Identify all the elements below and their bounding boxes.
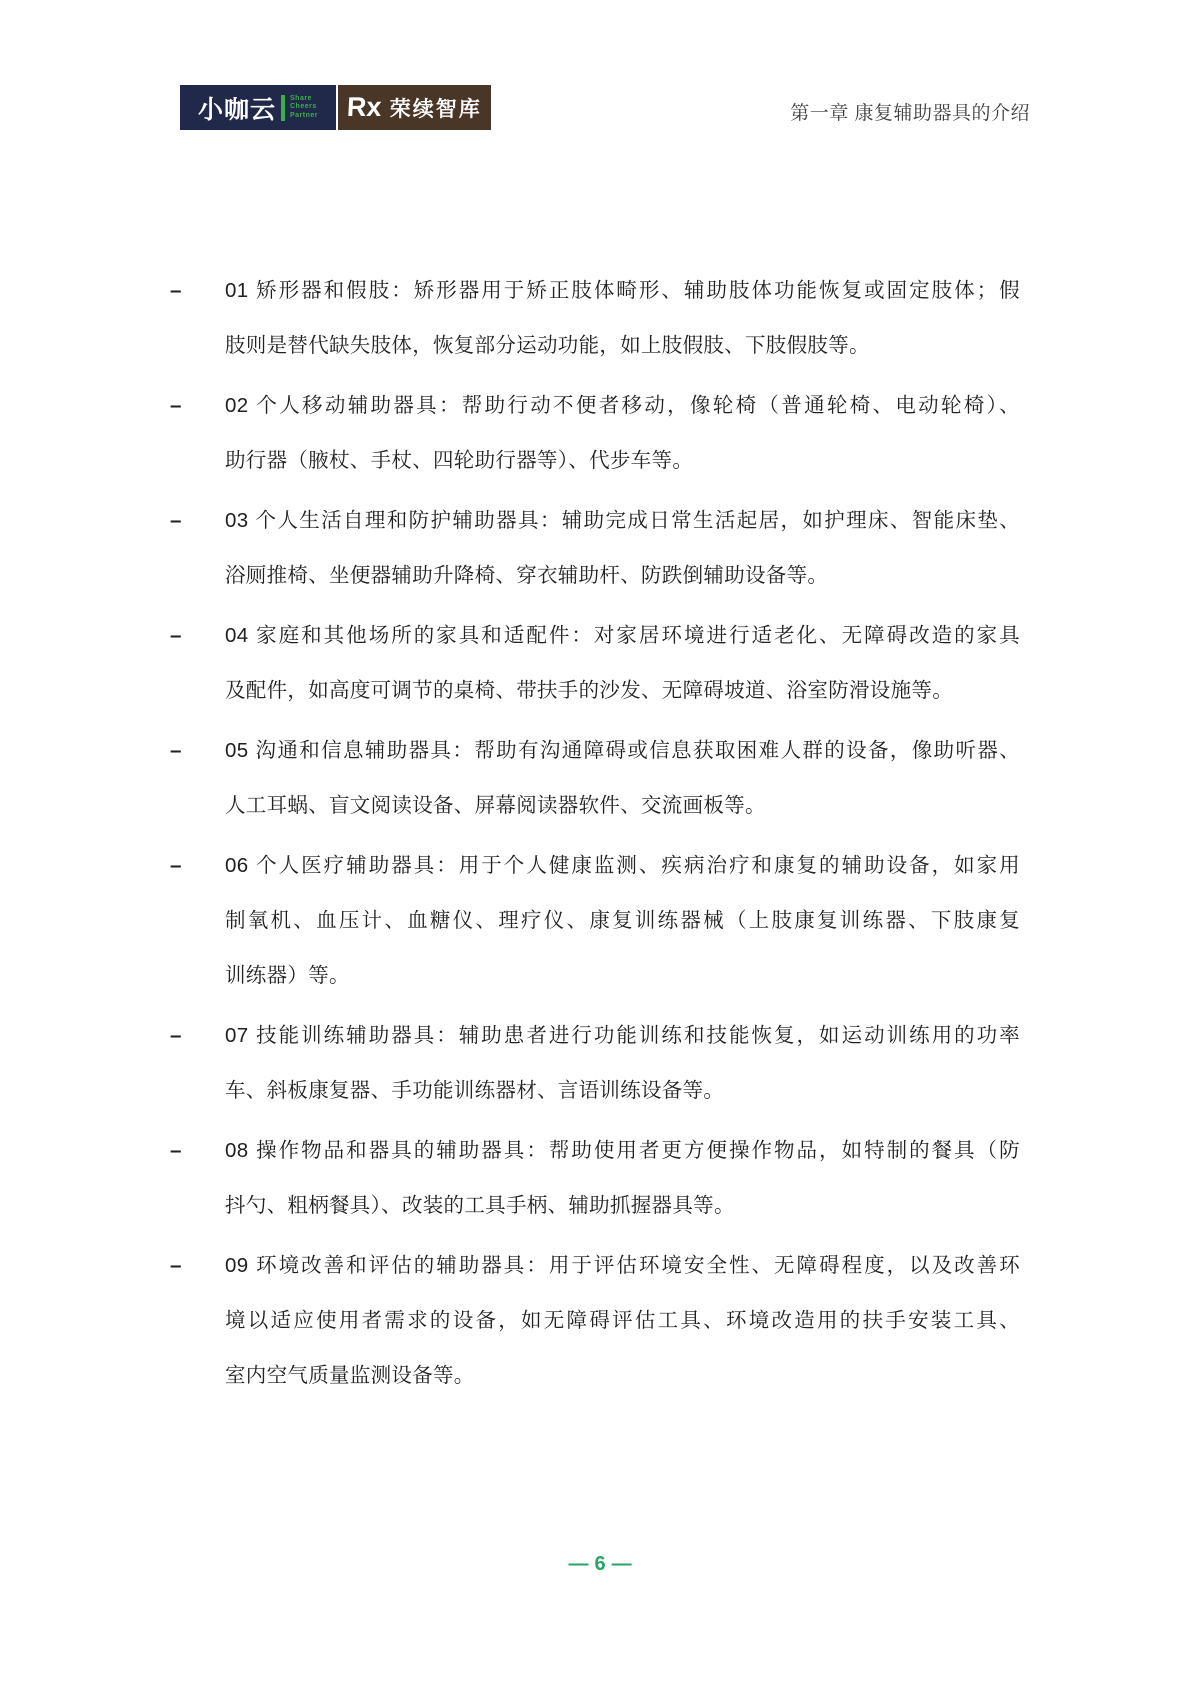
rongxu-logo-text: 荣续智库 [389,97,482,121]
list-item-text [225,608,1020,718]
list-item-line: 训练器）等。 [225,964,350,987]
list-item [170,263,1020,373]
list-item [170,493,1020,603]
list-item-line: 04 家庭和其他场所的家具和适配件：对家居环境进行适老化、无障碍改造的家具 [225,624,1020,647]
dash-bullet: – [170,624,182,647]
list-item-line: 及配件，如高度可调节的桌椅、带扶手的沙发、无障碍坡道、浴室防滑设施等。 [225,679,953,702]
list-item [170,1238,1020,1403]
list-item-line: 车、斜板康复器、手功能训练器材、言语训练设备等。 [225,1079,725,1102]
assistive-device-list [170,263,1020,1408]
list-item-line: 境以适应使用者需求的设备，如无障碍评估工具、环境改造用的扶手安装工具、 [225,1309,1020,1332]
list-item [170,838,1020,1003]
dash-bullet: – [170,1024,182,1047]
list-item-text [225,838,1020,1003]
page-number: 6 [594,1553,606,1575]
logo-tagline [290,95,318,121]
footer-dash-left: — [568,1553,589,1575]
list-item-line: 07 技能训练辅助器具：辅助患者进行功能训练和技能恢复，如运动训练用的功率 [225,1024,1020,1047]
dash-bullet: – [170,739,182,762]
dash-bullet: – [170,1254,182,1277]
list-item-line: 08 操作物品和器具的辅助器具：帮助使用者更方便操作物品，如特制的餐具（防 [225,1139,1020,1162]
list-item-line: 室内空气质量监测设备等。 [225,1364,475,1387]
list-item-text [225,493,1020,603]
list-item-line: 05 沟通和信息辅助器具：帮助有沟通障碍或信息获取困难人群的设备，像助听器、 [225,739,1020,762]
list-item [170,1008,1020,1118]
list-item [170,378,1020,488]
list-item-text [225,1008,1020,1118]
rx-logo-mark: Rx [346,92,383,122]
list-item-line: 02 个人移动辅助器具：帮助行动不便者移动，像轮椅（普通轮椅、电动轮椅）、 [225,394,1020,417]
list-item-line: 抖勺、粗柄餐具）、改装的工具手柄、辅助抓握器具等。 [225,1194,735,1217]
tagline-line: Cheers [290,103,317,111]
list-item [170,723,1020,833]
footer-dash-right: — [611,1553,632,1575]
list-item-text [225,1238,1020,1403]
list-item-text [225,378,1020,488]
tagline-line: Share [290,94,312,102]
dash-bullet: – [170,854,182,877]
xiaokayun-logo [180,85,336,130]
chapter-title: 第一章 康复辅助器具的介绍 [790,103,1030,124]
page-footer [0,1551,1200,1577]
dash-bullet: – [170,509,182,532]
list-item-line: 09 环境改善和评估的辅助器具：用于评估环境安全性、无障碍程度，以及改善环 [225,1254,1020,1277]
list-item-line: 03 个人生活自理和防护辅助器具：辅助完成日常生活起居，如护理床、智能床垫、 [225,509,1020,532]
list-item [170,608,1020,718]
list-item-line: 制氧机、血压计、血糖仪、理疗仪、康复训练器械（上肢康复训练器、下肢康复 [225,909,1020,932]
logo-group [180,85,491,130]
rongxu-logo [338,85,491,130]
dash-bullet: – [170,1139,182,1162]
dash-bullet: – [170,394,182,417]
tagline-line: Partner [290,111,319,119]
list-item-line: 01 矫形器和假肢：矫形器用于矫正肢体畸形、辅助肢体功能恢复或固定肢体；假 [225,279,1020,302]
list-item-line: 浴厕推椅、坐便器辅助升降椅、穿衣辅助杆、防跌倒辅助设备等。 [225,564,829,587]
list-item-text [225,1123,1020,1233]
list-item-line: 人工耳蜗、盲文阅读设备、屏幕阅读器软件、交流画板等。 [225,794,766,817]
list-item-text [225,263,1020,373]
list-item-line: 肢则是替代缺失肢体，恢复部分运动功能，如上肢假肢、下肢假肢等。 [225,334,870,357]
logo-divider-bar [281,95,285,121]
list-item-text [225,723,1020,833]
list-item-line: 06 个人医疗辅助器具：用于个人健康监测、疾病治疗和康复的辅助设备，如家用 [225,854,1020,877]
dash-bullet: – [170,279,182,302]
xiaokayun-logo-text: 小咖云 [197,95,276,124]
list-item [170,1123,1020,1233]
list-item-line: 助行器（腋杖、手杖、四轮助行器等）、代步车等。 [225,449,694,472]
